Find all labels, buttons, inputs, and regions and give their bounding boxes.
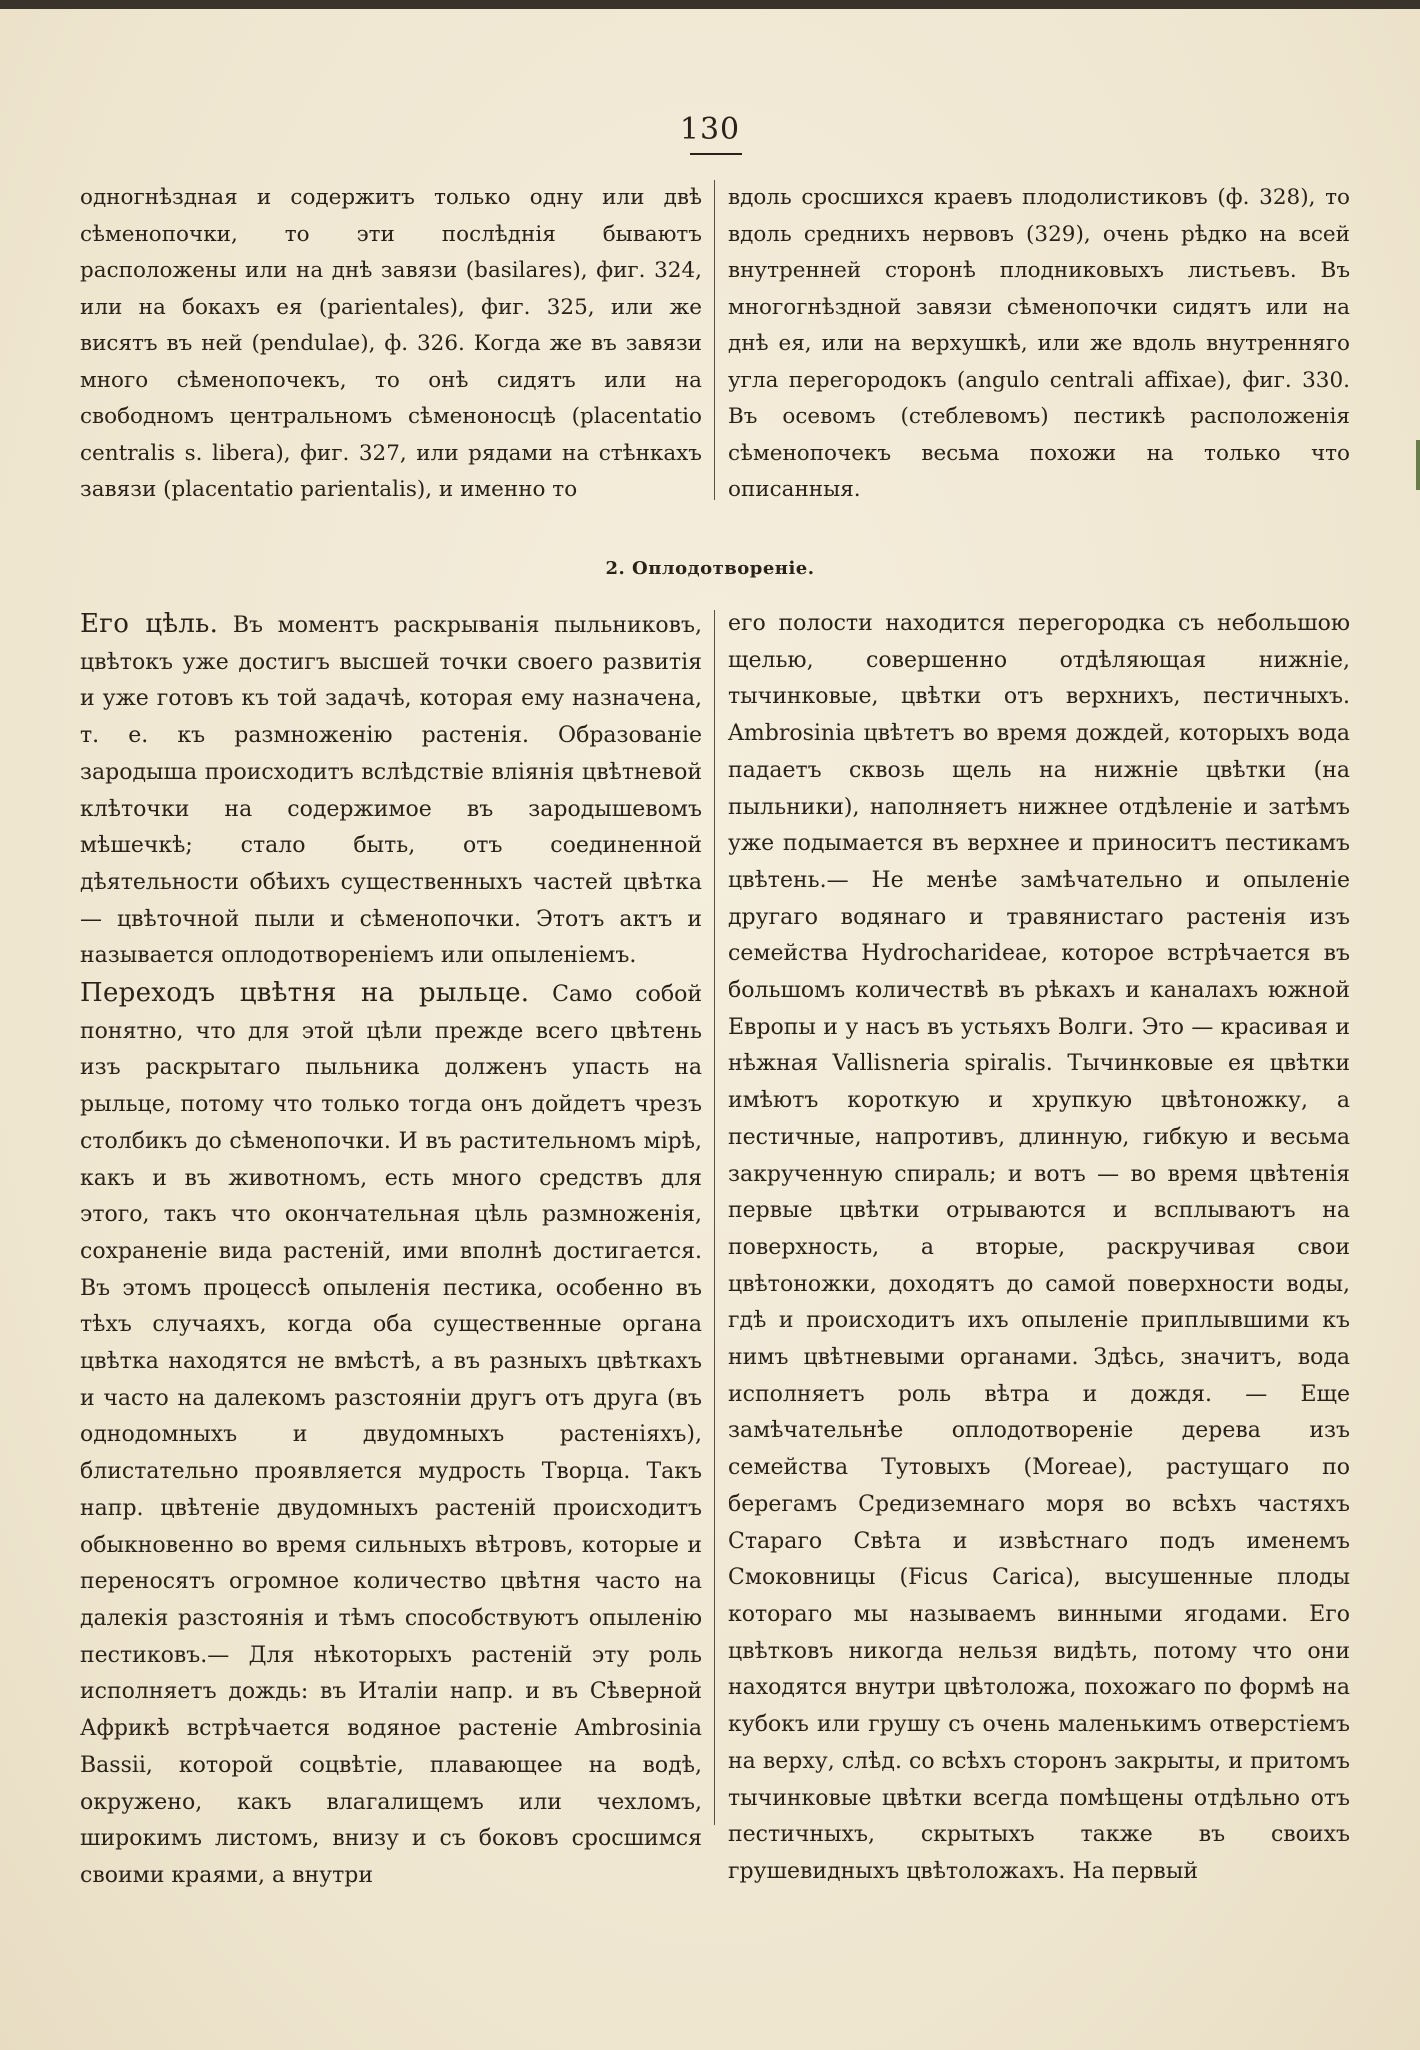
column-divider-main — [714, 610, 715, 1825]
paragraph-purpose — [80, 606, 702, 975]
top-right-text: вдоль сросшихся краевъ плодолистиковъ (ф. 328), то вдоль среднихъ нервовъ (329), очень рѣдко на всей внутренней сторонѣ плодниковыхъ листьевъ. Въ многогнѣздной завязи сѣменопочки сидятъ или на днѣ ея, или на верхушкѣ, или же вдоль внутренняго угла перегородокъ (angulo centrali affixae), фиг. 330. Въ осевомъ (стеблевомъ) пестикѣ расположенія сѣменопочекъ весьма похожи на только что описанныя. — [728, 185, 1350, 502]
top-left-text: одногнѣздная и содержитъ только одну или двѣ сѣменопочки, то эти послѣднія бываютъ расположены или на днѣ завязи (basilares), фиг. 324, или на бокахъ ея (parientales), фиг. 325, или же висятъ въ ней (pendulae), ф. 326. Когда же въ завязи много сѣменопочекъ, то онѣ сидятъ или на свободномъ центральномъ сѣменоносцѣ (placentatio centralis s. libera), фиг. 327, или рядами на стѣнкахъ завязи (placentatio parientalis), и именно то — [80, 185, 702, 502]
paragraph-pollen-transfer-text: Само собой понятно, что для этой цѣли прежде всего цвѣтень изъ раскрытаго пыльника долженъ упасть на рыльце, потому что только тогда онъ дойдетъ чрезъ столбикъ до сѣменопочки. И въ растительномъ мірѣ, какъ и въ животномъ, есть много средствъ для этого, такъ что окончательная цѣль размноженія, сохраненіе вида растеній, ими вполнѣ достигается. Въ этомъ процессѣ опыленія пестика, особенно въ тѣхъ случаяхъ, когда оба существенные органа цвѣтка находятся не вмѣстѣ, а въ разныхъ цвѣткахъ и часто на далекомъ разстояніи другъ отъ друга (въ однодомныхъ и двудомныхъ растеніяхъ), блистательно проявляется мудрость Творца. Такъ напр. цвѣтеніе двудомныхъ растеній происходитъ обыкновенно во время сильныхъ вѣтровъ, которые и переносятъ огромное количество цвѣтня часто на далекія разстоянія и тѣмъ способствуютъ опыленію пестиковъ.— Для нѣкоторыхъ растеній эту роль исполняетъ дождь: въ Италіи напр. и въ Сѣверной Африкѣ встрѣчается водяное растеніе Ambrosinia Bassii, которой соцвѣтіе, плавающее на водѣ, окружено, какъ влагалищемъ или чехломъ, широкимъ листомъ, внизу и съ боковъ сросшимся своими краями, а внутри — [80, 982, 702, 1888]
page-number-rule — [690, 153, 742, 155]
page-number: 130 — [679, 112, 741, 147]
scan-edge-bar — [0, 0, 1420, 9]
top-right-column — [728, 180, 1350, 509]
main-right-column — [728, 606, 1350, 1891]
right-column-text: его полости находится перегородка съ небольшою щелью, совершенно отдѣляющая нижніе, тычинковые, цвѣтки отъ верхнихъ, пестичныхъ. Ambrosinia цвѣтетъ во время дождей, которыхъ вода падаетъ сквозь щель на нижніе цвѣтки (на пыльники), наполняетъ нижнее отдѣленіе и затѣмъ уже подымается въ верхнее и приноситъ пестикамъ цвѣтень.— Не менѣе замѣчательно и опыленіе другаго водянаго и травянистаго растенія изъ семейства Hydrocharideae, которое встрѣчается въ большомъ количествѣ въ рѣкахъ и каналахъ южной Европы и у насъ въ устьяхъ Волги. Это — красивая и нѣжная Vallisneria spiralis. Тычинковые ея цвѣтки имѣютъ короткую и хрупкую цвѣтоножку, а пестичные, напротивъ, длинную, гибкую и весьма закрученную спираль; и вотъ — во время цвѣтенія первые цвѣтки отрываются и всплываютъ на поверхность, а вторые, раскручивая свои цвѣтоножки, доходятъ до самой поверхности воды, гдѣ и происходитъ ихъ опыленіе приплывшими къ нимъ цвѣтневыми органами. Здѣсь, значитъ, вода исполняетъ роль вѣтра и дождя. — Еще замѣчательнѣе оплодотвореніе дерева изъ семейства Тутовыхъ (Moreae), растущаго по берегамъ Средиземнаго моря во всѣхъ частяхъ Стараго Свѣта и извѣстнаго подъ именемъ Смоковницы (Ficus Carica), высушенные плоды котораго мы называемъ винными ягодами. Его цвѣтковъ никогда нельзя видѣть, потому что они находятся внутри цвѣтоложа, похожаго по формѣ на кубокъ или грушу съ очень маленькимъ отверстіемъ на верху, слѣд. со всѣхъ сторонъ закрыты, и притомъ тычинковые цвѣтки всегда помѣщены отдѣльно отъ пестичныхъ, скрытыхъ также въ своихъ грушевидныхъ цвѣтоложахъ. На первый — [728, 611, 1350, 1884]
section-title: 2. Оплодотвореніе. — [605, 558, 815, 579]
main-left-column — [80, 606, 702, 1895]
scan-edge-mark — [1416, 440, 1420, 490]
column-divider-top — [714, 180, 715, 500]
top-left-column — [80, 180, 702, 509]
run-in-heading-purpose: Его цѣль. — [80, 609, 219, 639]
paragraph-purpose-text: Въ моментъ раскрыванія пыльниковъ, цвѣтокъ уже достигъ высшей точки своего развитія и уже готовъ къ той задачѣ, которая ему назначена, т. е. къ размноженію растенія. Образованіе зародыша происходитъ вслѣдствіе вліянія цвѣтневой клѣточки на содержимое въ зародышевомъ мѣшечкѣ; стало быть, отъ соединенной дѣятельности обѣихъ существенныхъ частей цвѣтка — цвѣточной пыли и сѣменопочки. Этотъ актъ и называется оплодотвореніемъ или опыленіемъ. — [80, 613, 702, 969]
paragraph-pollen-transfer — [80, 975, 702, 1895]
run-in-heading-pollen-transfer: Переходъ цвѣтня на рыльце. — [80, 978, 530, 1009]
